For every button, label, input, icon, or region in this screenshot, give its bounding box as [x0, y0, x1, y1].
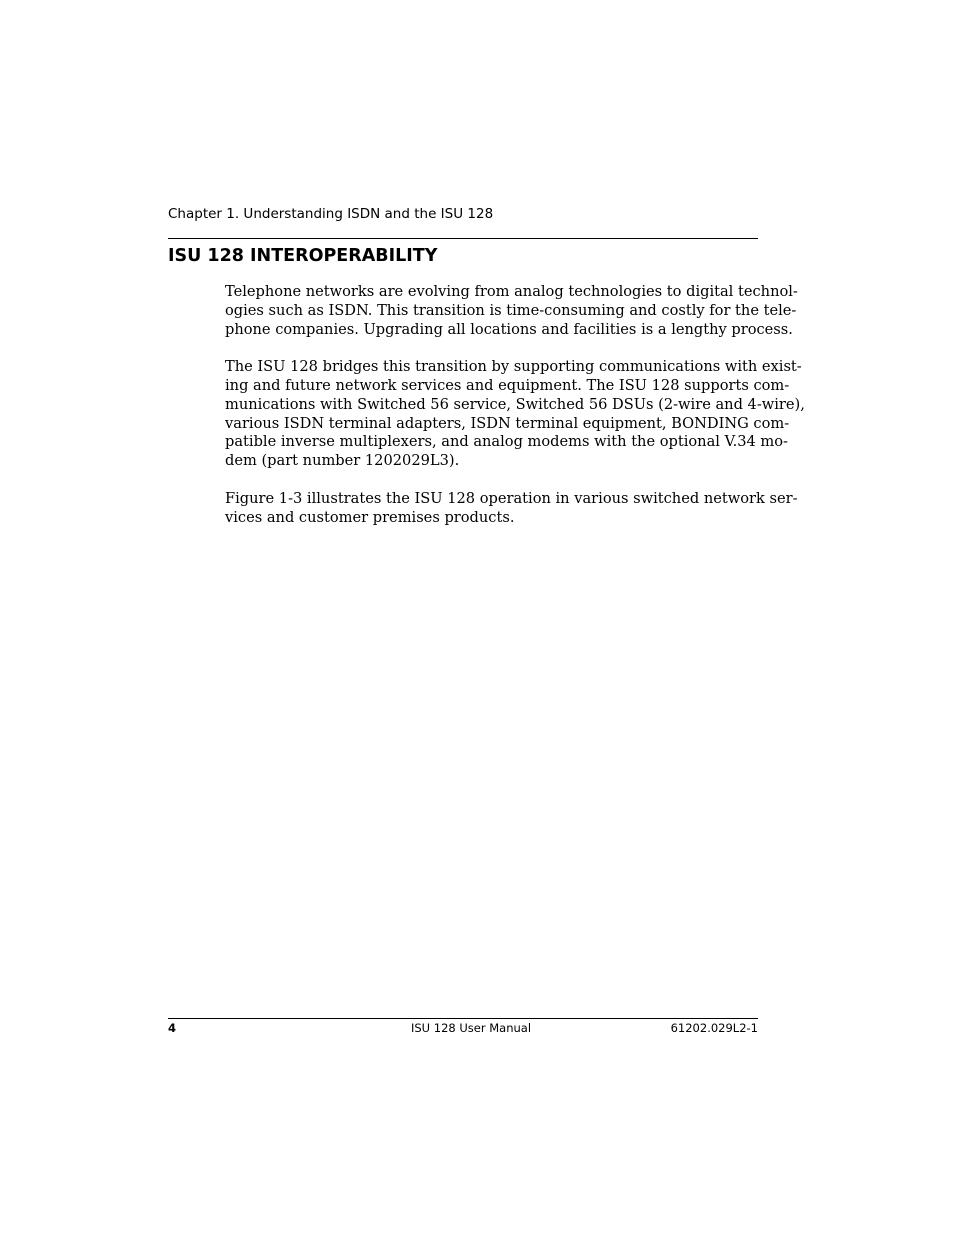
text-line: The ISU 128 bridges this transition by supporting communications with exist-	[225, 358, 802, 376]
page-number: 4	[168, 1021, 177, 1035]
manual-title: ISU 128 User Manual	[410, 1021, 532, 1035]
text-line: vices and customer premises products.	[225, 508, 515, 526]
section-title: ISU 128 INTEROPERABILITY	[168, 246, 438, 266]
text-line: ing and future network services and equipment. The ISU 128 supports com-	[225, 376, 790, 394]
paragraph-isu-bridges	[225, 358, 805, 471]
paragraph-telephone-networks	[225, 283, 798, 339]
text-line: Telephone networks are evolving from analog technologies to digital technol-	[225, 283, 798, 300]
text-line: phone companies. Upgrading all locations and facilities is a lengthy process.	[225, 320, 793, 338]
running-header: Chapter 1. Understanding ISDN and the ISU 128	[168, 206, 494, 222]
section-body	[225, 283, 805, 546]
text-line: munications with Switched 56 service, Switched 56 DSUs (2-wire and 4-wire),	[225, 395, 805, 413]
text-line: dem (part number 1202029L3).	[225, 452, 460, 470]
paragraph-figure-reference	[225, 489, 798, 528]
text-line: various ISDN terminal adapters, ISDN terminal equipment, BONDING com-	[225, 414, 790, 432]
text-line: ogies such as ISDN. This transition is time-consuming and costly for the tele-	[225, 301, 797, 319]
text-line: patible inverse multiplexers, and analog modems with the optional V.34 mo-	[225, 433, 788, 451]
text-line: Figure 1-3 illustrates the ISU 128 operation in various switched network ser-	[225, 489, 798, 507]
header-rule	[168, 238, 758, 239]
document-number: 61202.029L2-1	[670, 1021, 758, 1035]
footer-manual-title	[0, 1019, 954, 1037]
